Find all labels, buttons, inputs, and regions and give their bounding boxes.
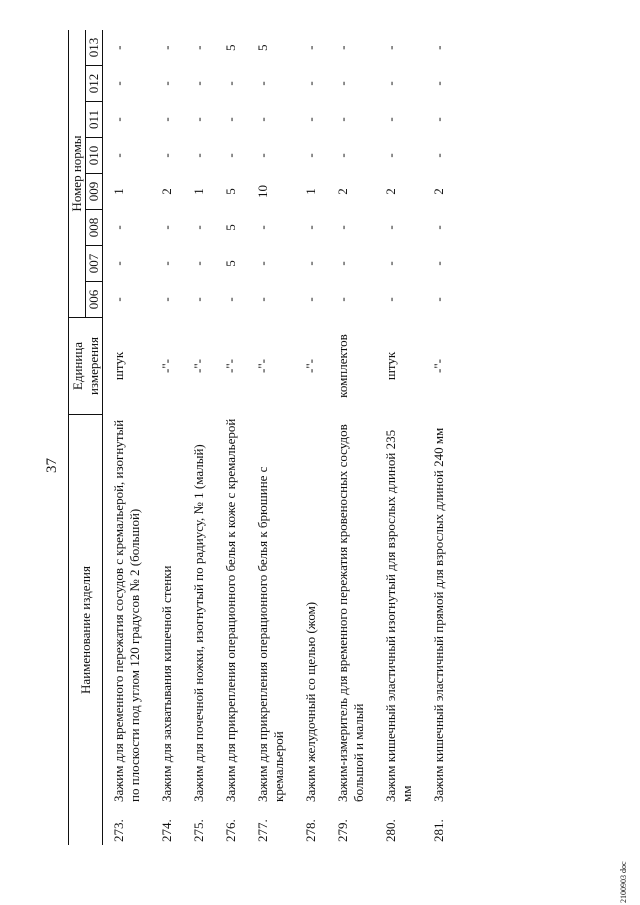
- norm-value-cell: 5: [223, 260, 238, 267]
- product-cell: [375, 415, 423, 846]
- unit-cell: -"-: [431, 359, 446, 373]
- norm-value-cell: -: [335, 297, 350, 302]
- norm-value-cell: 2: [159, 188, 174, 195]
- unit-cell: -"-: [191, 359, 206, 373]
- norm-value-cell: -: [303, 81, 318, 86]
- product-name: Зажим-измеритель для временного пережатия кровеносных сосудов большой и малый: [335, 424, 366, 802]
- page-number: 37: [44, 458, 60, 473]
- norm-value-cell: -: [159, 81, 174, 86]
- norm-value-cell: 10: [255, 185, 270, 198]
- norm-value-cell: -: [159, 45, 174, 50]
- norm-value-cell: -: [383, 153, 398, 158]
- norm-value-cell: -: [111, 81, 126, 86]
- product-name: Зажим для прикрепления операционного белья к брюшине с кремальерой: [255, 466, 286, 802]
- product-cell: [327, 415, 375, 846]
- product-name: Зажим кишечный эластичный изогнутый для взрослых длиной 235 мм: [383, 429, 414, 802]
- norm-value-cell: -: [191, 297, 206, 302]
- row-number: 281.: [431, 819, 446, 842]
- norm-value-cell: -: [383, 81, 398, 86]
- product-name: Зажим для почечной ножки, изогнутый по радиусу, № 1 (малый): [191, 444, 206, 802]
- norm-value-cell: -: [383, 225, 398, 230]
- norm-value-cell: -: [191, 81, 206, 86]
- row-number: 277.: [255, 819, 270, 842]
- table-row: [103, 30, 152, 845]
- row-number: 280.: [383, 819, 398, 842]
- header-norm-011: 011: [86, 102, 103, 138]
- norm-value-cell: -: [431, 117, 446, 122]
- norm-value-cell: -: [335, 225, 350, 230]
- unit-cell: -"-: [303, 359, 318, 373]
- table-row: [295, 30, 327, 845]
- norm-value-cell: 2: [431, 188, 446, 195]
- norm-value-cell: -: [111, 225, 126, 230]
- product-cell: [423, 415, 459, 846]
- unit-cell: штук: [383, 351, 398, 381]
- norm-value-cell: -: [335, 45, 350, 50]
- norm-value-cell: -: [303, 297, 318, 302]
- norm-value-cell: -: [255, 81, 270, 86]
- norm-value-cell: -: [191, 45, 206, 50]
- norm-value-cell: -: [383, 117, 398, 122]
- header-norm-013: 013: [86, 30, 103, 66]
- norm-value-cell: 2: [383, 188, 398, 195]
- product-cell: [103, 415, 152, 846]
- unit-cell: -"-: [223, 359, 238, 373]
- header-unit: [69, 318, 103, 415]
- header-norm-008: 008: [86, 210, 103, 246]
- norm-value-cell: -: [335, 117, 350, 122]
- product-name: Зажим для временного пережатия сосудов с кремальерой, изогнутый по плоскости под углом 120 градусов № 2 (большой): [111, 419, 142, 802]
- table-row: [215, 30, 247, 845]
- header-norm-006: 006: [86, 282, 103, 318]
- unit-cell: -"-: [255, 359, 270, 373]
- norm-value-cell: -: [111, 45, 126, 50]
- product-cell: [295, 415, 327, 846]
- table-row: [151, 30, 183, 845]
- header-norm-007: 007: [86, 246, 103, 282]
- product-cell: [247, 415, 295, 846]
- norm-value-cell: -: [303, 153, 318, 158]
- norm-value-cell: 2: [335, 188, 350, 195]
- product-cell: [215, 415, 247, 846]
- norm-value-cell: -: [191, 225, 206, 230]
- norm-value-cell: -: [223, 153, 238, 158]
- norm-value-cell: -: [111, 261, 126, 266]
- product-name: Зажим кишечный эластичный прямой для взрослых длиной 240 мм: [431, 427, 446, 802]
- table-row: [183, 30, 215, 845]
- norm-value-cell: -: [223, 117, 238, 122]
- norm-value-cell: -: [159, 225, 174, 230]
- row-number: 275.: [191, 819, 206, 842]
- unit-cell: штук: [111, 351, 126, 381]
- norm-value-cell: -: [335, 153, 350, 158]
- header-norm-009: 009: [86, 174, 103, 210]
- norm-value-cell: -: [255, 225, 270, 230]
- norm-value-cell: -: [255, 297, 270, 302]
- norm-value-cell: 5: [255, 44, 270, 51]
- norm-value-cell: -: [335, 81, 350, 86]
- norm-value-cell: -: [111, 117, 126, 122]
- norm-value-cell: -: [159, 153, 174, 158]
- header-product-name: Наименование изделия: [69, 415, 103, 846]
- row-number: 273.: [111, 819, 126, 842]
- header-norm-010: 010: [86, 138, 103, 174]
- row-number: 278.: [303, 819, 318, 842]
- header-norm-012: 012: [86, 66, 103, 102]
- norm-value-cell: 1: [191, 188, 206, 195]
- norm-value-cell: 5: [223, 224, 238, 231]
- norm-value-cell: -: [431, 225, 446, 230]
- norm-value-cell: -: [223, 297, 238, 302]
- norm-value-cell: -: [191, 117, 206, 122]
- product-name: Зажим желудочный со щелью (жом): [303, 601, 318, 802]
- norm-value-cell: -: [111, 153, 126, 158]
- norm-value-cell: -: [383, 261, 398, 266]
- header-unit-line2: измерения: [85, 336, 101, 396]
- table-body: [103, 30, 460, 845]
- table-row: [423, 30, 459, 845]
- row-number: 276.: [223, 819, 238, 842]
- row-number: 279.: [335, 819, 350, 842]
- norm-value-cell: -: [431, 81, 446, 86]
- norm-value-cell: -: [431, 297, 446, 302]
- norm-value-cell: -: [431, 261, 446, 266]
- norm-value-cell: -: [159, 117, 174, 122]
- norm-value-cell: -: [111, 297, 126, 302]
- unit-cell: комплектов: [335, 334, 350, 398]
- row-number: 274.: [159, 819, 174, 842]
- header-unit-line1: Единица: [69, 341, 85, 391]
- footer-code: 2100903 doc: [619, 861, 628, 903]
- norm-value-cell: -: [255, 117, 270, 122]
- norm-value-cell: -: [383, 45, 398, 50]
- norm-value-cell: -: [431, 45, 446, 50]
- product-name: Зажим для прикрепления операционного белья к коже с кремальерой: [223, 418, 238, 802]
- norm-value-cell: 5: [223, 44, 238, 51]
- product-name: Зажим для захватывания кишечной стенки: [159, 565, 174, 802]
- table-row: [247, 30, 295, 845]
- norm-value-cell: -: [255, 153, 270, 158]
- norm-value-cell: -: [191, 261, 206, 266]
- norm-value-cell: 1: [303, 188, 318, 195]
- norm-value-cell: -: [191, 153, 206, 158]
- norm-value-cell: 5: [223, 188, 238, 195]
- norm-value-cell: -: [383, 297, 398, 302]
- header-norm-number: Номер нормы: [69, 30, 86, 318]
- product-cell: [151, 415, 183, 846]
- norm-value-cell: -: [223, 81, 238, 86]
- norm-value-cell: -: [159, 297, 174, 302]
- table-row: [375, 30, 423, 845]
- norm-value-cell: -: [303, 45, 318, 50]
- product-cell: [183, 415, 215, 846]
- norm-value-cell: -: [335, 261, 350, 266]
- norm-value-cell: -: [303, 225, 318, 230]
- norms-table: [68, 30, 459, 845]
- table-row: [327, 30, 375, 845]
- norm-value-cell: -: [303, 117, 318, 122]
- header-row-top: [69, 30, 86, 845]
- unit-cell: -"-: [159, 359, 174, 373]
- norm-value-cell: 1: [111, 188, 126, 195]
- norm-value-cell: -: [303, 261, 318, 266]
- norm-value-cell: -: [159, 261, 174, 266]
- norm-value-cell: -: [255, 261, 270, 266]
- norm-value-cell: -: [431, 153, 446, 158]
